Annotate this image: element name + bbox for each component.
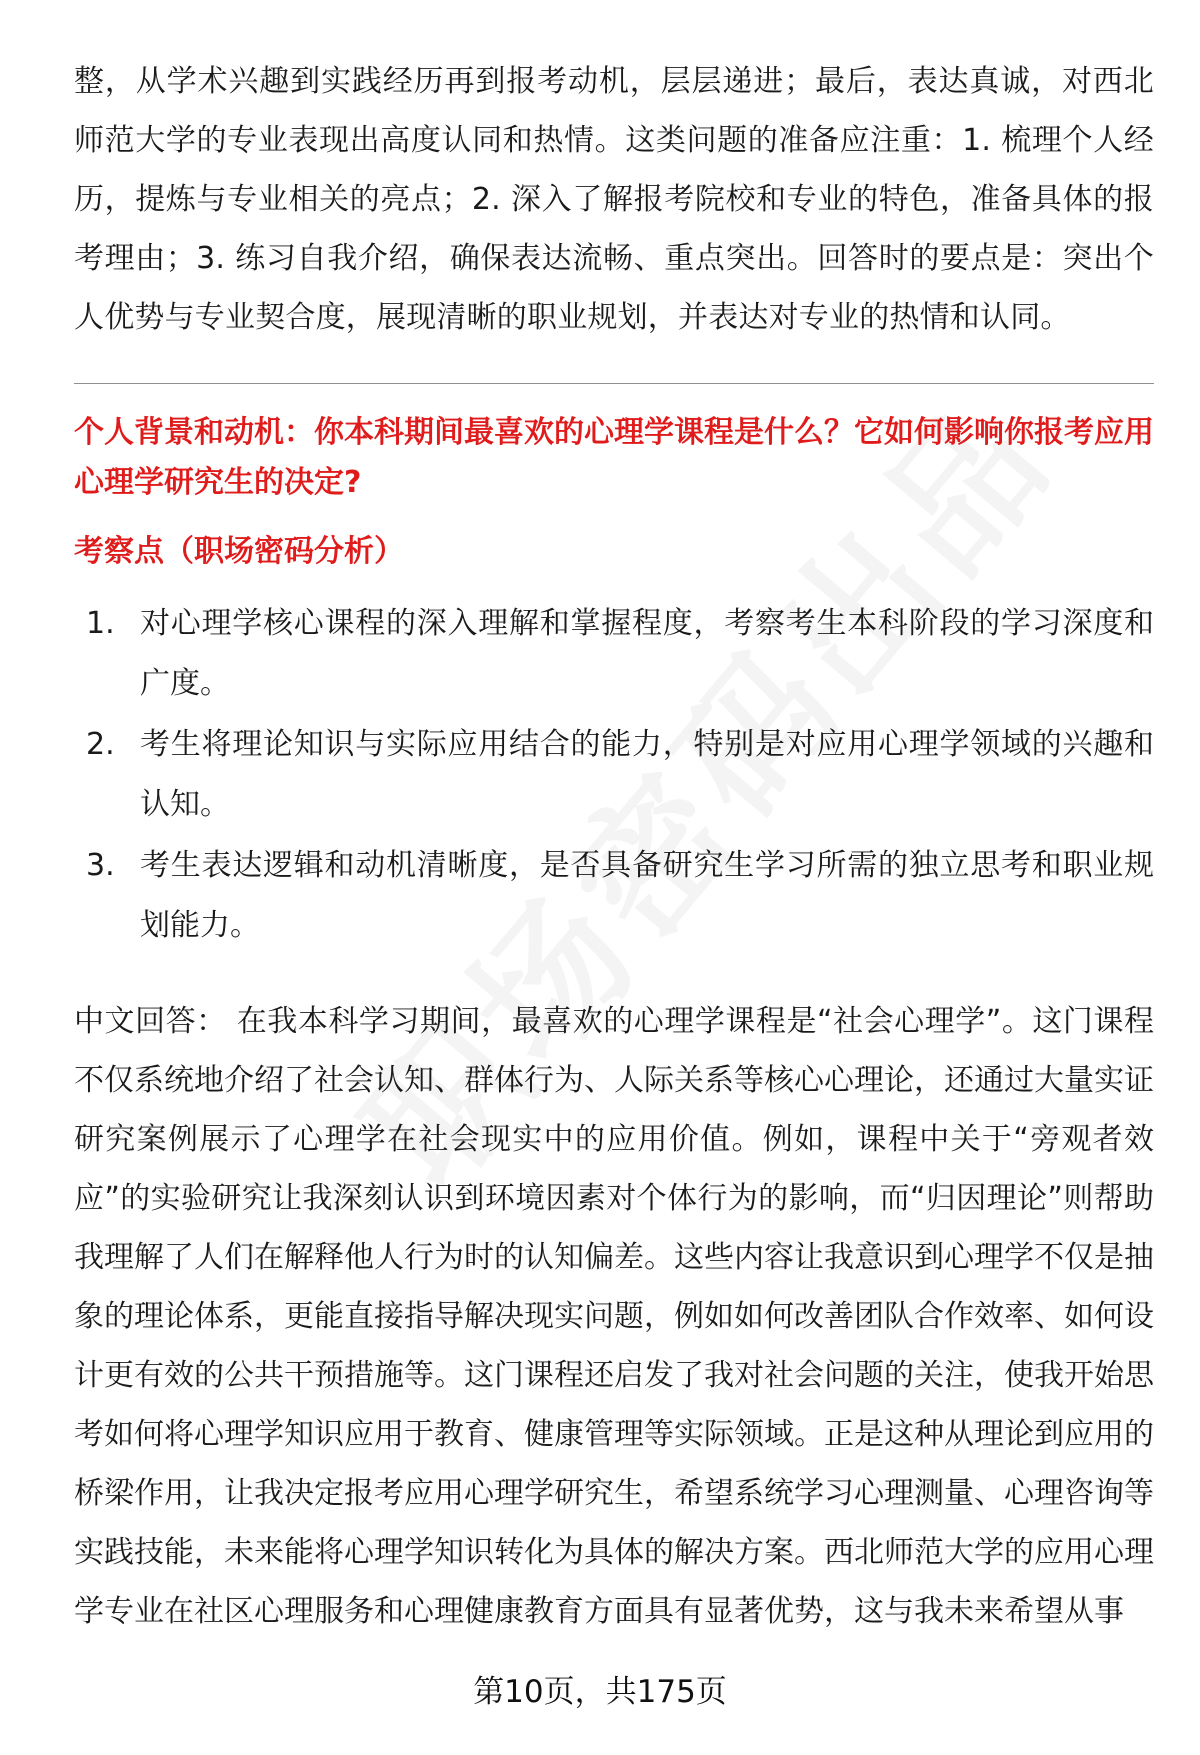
page-number-footer: 第10页，共175页	[473, 1674, 727, 1710]
list-item-number: 3.	[86, 848, 115, 883]
list-item-number: 1.	[86, 606, 115, 641]
section-divider	[74, 383, 1154, 384]
list-item	[74, 594, 1154, 714]
kaocha-heading: 考察点（职场密码分析）	[74, 534, 404, 569]
question-heading: 个人背景和动机：你本科期间最喜欢的心理学课程是什么？它如何影响你报考应用心理学研究生的决定?	[74, 415, 1154, 500]
document-page	[74, 52, 1154, 1641]
list-item-text: 对心理学核心课程的深入理解和掌握程度，考察考生本科阶段的学习深度和广度。	[140, 606, 1154, 701]
list-item-text: 考生将理论知识与实际应用结合的能力，特别是对应用心理学领域的兴趣和认知。	[140, 727, 1154, 822]
answer-paragraph: 中文回答： 在我本科学习期间，最喜欢的心理学课程是“社会心理学”。这门课程不仅系统地介绍了社会认知、群体行为、人际关系等核心心理论，还通过大量实证研究案例展示了心理学在社会现实中的应用价值。例如，课程中关于“旁观者效应”的实验研究让我深刻认识到环境因素对个体行为的影响，而“归因理论”则帮助我理解了人们在解释他人行为时的认知偏差。这些内容让我意识到心理学不仅是抽象的理论体系，更能直接指导解决现实问题，例如如何改善团队合作效率、如何设计更有效的公共干预措施等。这门课程还启发了我对社会问题的关注，使我开始思考如何将心理学知识应用于教育、健康管理等实际领域。正是这种从理论到应用的桥梁作用，让我决定报考应用心理学研究生，希望系统学习心理测量、心理咨询等实践技能，未来能将心理学知识转化为具体的解决方案。西北师范大学的应用心理学专业在社区心理服务和心理健康教育方面具有显著优势，这与我未来希望从事	[74, 1004, 1154, 1629]
list-item-text: 考生表达逻辑和动机清晰度，是否具备研究生学习所需的独立思考和职业规划能力。	[140, 848, 1154, 943]
kaocha-points-list	[74, 594, 1154, 956]
intro-paragraph: 整，从学术兴趣到实践经历再到报考动机，层层递进；最后，表达真诚，对西北师范大学的专业表现出高度认同和热情。这类问题的准备应注重：1. 梳理个人经历，提炼与专业相关的亮点；2. 深入了解报考院校和专业的特色，准备具体的报考理由；3. 练习自我介绍，确保表达流畅、重点突出。回答时的要点是：突出个人优势与专业契合度，展现清晰的职业规划，并表达对专业的热情和认同。	[74, 64, 1154, 335]
list-item	[74, 715, 1154, 835]
list-item-number: 2.	[86, 727, 115, 762]
list-item	[74, 836, 1154, 956]
